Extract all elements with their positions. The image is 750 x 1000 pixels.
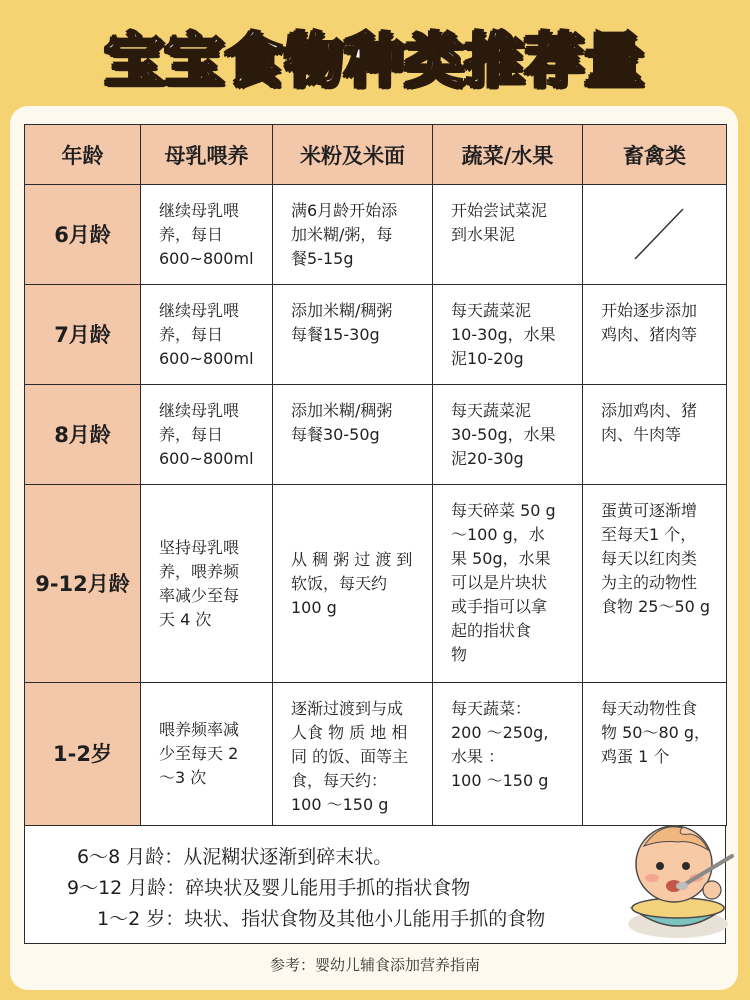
cell-line: 养，每日 [159,425,224,444]
cell-line: 物 50～80 g， [601,723,711,742]
cell-line: 600~800ml [159,449,254,468]
cell-line: 食，每天约： [291,771,388,790]
cell-line: 每天蔬菜： [451,699,532,718]
cell-line: 水果 ： [451,747,505,766]
rice-cell [273,485,433,683]
cell-line: 继续母乳喂 [159,401,240,420]
cell-line: 同 的饭、面等主 [291,747,409,766]
cell-line: 100 ～150 g [451,771,549,790]
age-cell: 8月龄 [25,385,141,485]
cell-line: 每天动物性食 [601,699,698,718]
note-line: 6～8 月龄：从泥糊状逐渐到碎末状。 [77,846,393,868]
table-header-row [25,125,727,185]
cell-line: 可以是片块状 [451,573,548,592]
cell-line: 200 ～250g, [451,723,549,742]
table-row [25,485,727,683]
cell-line: 每餐30-50g [291,425,380,444]
cell-line: 养，每日 [159,325,224,344]
header-breast: 母乳喂养 [141,125,273,185]
table-row [25,185,727,285]
meat-cell [583,285,727,385]
header-rice: 米粉及米面 [273,125,433,185]
cell-line: 率减少至每 [159,585,240,605]
age-cell: 9-12月龄 [25,485,141,683]
rice-cell [273,285,433,385]
cell-line: 每天碎菜 50 g [451,501,556,520]
breast-cell [141,185,273,285]
table-row [25,285,727,385]
cell-line: 养，喂养频 [159,561,240,581]
diagonal-slash-icon [631,203,691,263]
meat-cell [583,385,727,485]
page-title: 宝宝食物种类推荐量 [104,25,645,93]
cell-line: 600~800ml [159,349,254,368]
cell-line: 开始尝试菜泥 [451,201,548,220]
cell-line: 果 50g，水果 [451,549,551,568]
cell-line: 少至每天 2 [159,744,239,763]
cell-line: 人食 物 质 地 相 [291,723,408,742]
cell-line: 或手指可以拿 [451,597,548,616]
veg-cell [433,683,583,826]
veg-cell [433,385,583,485]
cell-line: 每餐15-30g [291,325,380,344]
cell-line: 30-50g，水果 [451,425,556,444]
cell-line: 满6月龄开始添 [291,201,398,220]
age-cell: 6月龄 [25,185,141,285]
food-table [24,124,727,826]
cell-line: 每天蔬菜泥 [451,301,532,320]
header-meat: 畜禽类 [583,125,727,185]
cell-line: 添加米糊/稠粥 [291,301,393,320]
table-row [25,385,727,485]
note-line: 1～2 岁：块状、指状食物及其他小儿能用手抓的食物 [97,908,546,930]
cell-line: 逐渐过渡到与成 [291,699,404,718]
cell-line: 坚持母乳喂 [159,537,240,557]
cell-line: 开始逐步添加 [601,301,698,320]
breast-cell [141,485,273,683]
cell-line: 泥10-20g [451,349,524,368]
cell-line: ～100 g，水 [451,525,545,544]
meat-cell-empty [583,185,727,285]
header-veg: 蔬菜/水果 [433,125,583,185]
cell-line: ～3 次 [159,768,207,787]
breast-cell [141,285,273,385]
cell-line: 加米糊/粥，每 [291,225,393,244]
note-line: 9～12 月龄：碎块状及婴儿能用手抓的指状食物 [67,877,471,899]
cell-line: 每天以红肉类 [601,549,698,568]
cell-line: 鸡肉、猪肉等 [601,325,698,344]
cell-line: 每天蔬菜泥 [451,401,532,420]
cell-line: 喂养频率减 [159,720,240,739]
reference-source: 参考：婴幼儿辅食添加营养指南 [269,956,480,974]
breast-cell [141,385,273,485]
cell-line: 从 稠 粥 过 渡 到 [291,549,413,569]
cell-line: 餐5-15g [291,249,354,268]
rice-cell [273,385,433,485]
cell-line: 100 ～150 g [291,795,389,814]
age-cell: 1-2岁 [25,683,141,826]
cell-line: 软饭，每天约 [291,573,388,593]
meat-cell [583,683,727,826]
cell-line: 为主的动物性 [601,573,698,592]
cell-line: 养，每日 [159,225,224,244]
cell-line: 泥20-30g [451,449,524,468]
cell-line: 10-30g，水果 [451,325,556,344]
cell-line: 100 g [291,597,337,617]
header-age: 年龄 [25,125,141,185]
cell-line: 至每天1 个， [601,525,697,544]
baby-eating-illustration [620,812,738,944]
cell-line: 添加米糊/稠粥 [291,401,393,420]
age-cell: 7月龄 [25,285,141,385]
veg-cell [433,285,583,385]
breast-cell [141,683,273,826]
cell-line: 鸡蛋 1 个 [601,747,670,766]
cell-line: 继续母乳喂 [159,201,240,220]
veg-cell [433,485,583,683]
cell-line: 肉、牛肉等 [601,425,682,444]
cell-line: 起的指状食 [451,621,532,640]
cell-line: 到水果泥 [451,225,516,244]
rice-cell [273,683,433,826]
cell-line: 食物 25～50 g [601,597,711,616]
cell-line: 600~800ml [159,249,254,268]
table-row [25,683,727,826]
cell-line: 添加鸡肉、猪 [601,401,698,420]
veg-cell [433,185,583,285]
cell-line: 继续母乳喂 [159,301,240,320]
cell-line: 蛋黄可逐渐增 [601,501,698,520]
meat-cell [583,485,727,683]
rice-cell [273,185,433,285]
cell-line: 天 4 次 [159,609,212,629]
cell-line: 物 [451,645,468,664]
